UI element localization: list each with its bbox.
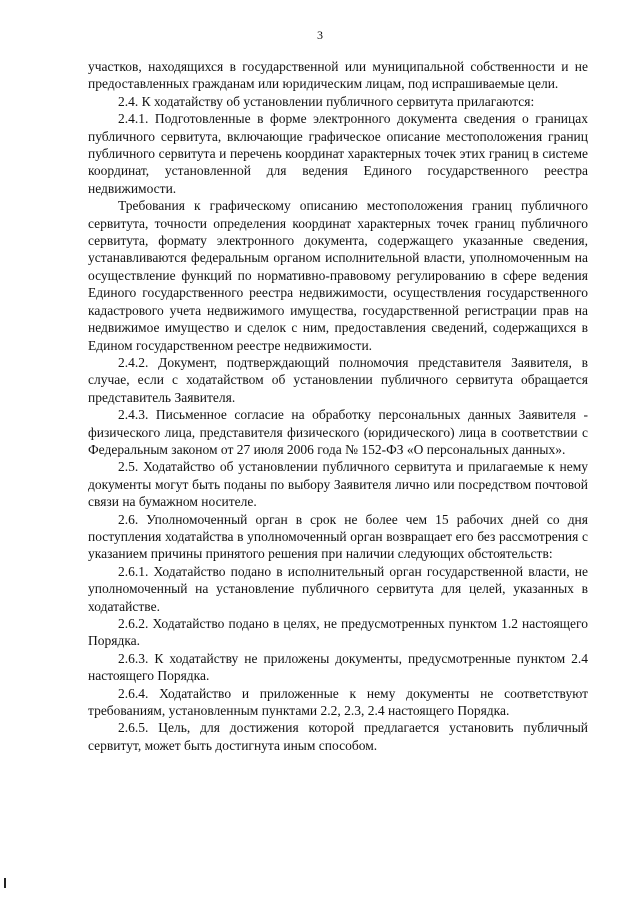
paragraph-2-6: 2.6. Уполномоченный орган в срок не более чем 15 рабочих дней со дня поступления ходатайства в уполномоченный орган возвращает его без рассмотрения с указанием причины принятого решения при наличии следующих обстоятельств: (88, 511, 588, 562)
paragraph-continuation: участков, находящихся в государственной или муниципальной собственности и не предоставленных гражданам или юридическим лицам, под испрашиваемые цели. (88, 59, 588, 92)
paragraph-requirements: Требования к графическому описанию местоположения границ публичного сервитута, точности определения координат характерных точек границ публичного сервитута, формату электронного документа, содержащего указанные сведения, устанавливаются федеральным органом исполнительной власти, уполномоченным на осуществление функций по нормативно-правовому регулированию в сфере ведения Единого государственного реестра недвижимости, осуществления государственного кадастрового учета недвижимого имущества, государственной регистрации прав на недвижимое имущество и сделок с ним, предоставления сведений, содержащихся в Едином государственном реестре недвижимости. (88, 198, 588, 353)
scan-artifact-mark (4, 878, 6, 888)
paragraph-2-6-3: 2.6.3. К ходатайству не приложены документы, предусмотренные пунктом 2.4 настоящего Порядка. (88, 650, 588, 684)
paragraph-2-4: 2.4. К ходатайству об установлении публичного сервитута прилагаются: (118, 93, 535, 109)
document-body (88, 58, 588, 754)
paragraph-2-6-2: 2.6.2. Ходатайство подано в целях, не предусмотренных пунктом 1.2 настоящего Порядка. (88, 616, 588, 649)
paragraph-2-4-2: 2.4.2. Документ, подтверждающий полномочия представителя Заявителя, в случае, если с ходатайством об установлении публичного сервитута обращается представитель Заявителя. (88, 354, 588, 405)
page-number: 3 (317, 28, 323, 42)
paragraph-2-4-1: 2.4.1. Подготовленные в форме электронного документа сведения о границах публичного сервитута, включающие графическое описание местоположения границ публичного сервитута и перечень координат характерных точек этих границ в системе координат, установленной для ведения Единого государственного реестра недвижимости. (88, 111, 588, 196)
paragraph-2-5: 2.5. Ходатайство об установлении публичного сервитута и прилагаемые к нему документы могут быть поданы по выбору Заявителя лично или посредством почтовой связи на бумажном носителе. (88, 459, 588, 510)
paragraph-2-4-3: 2.4.3. Письменное согласие на обработку персональных данных Заявителя - физического лица, представителя физического (юридического) лица в соответствии с Федеральным законом от 27 июля 2006 года № 152-ФЗ «О персональных данных». (88, 407, 588, 457)
paragraph-2-6-1: 2.6.1. Ходатайство подано в исполнительный орган государственной власти, не уполномоченный на установление публичного сервитута для целей, указанных в ходатайстве. (88, 563, 588, 614)
paragraph-2-6-4: 2.6.4. Ходатайство и приложенные к нему документы не соответствуют требованиям, установленным пунктами 2.2, 2.3, 2.4 настоящего Порядка. (88, 685, 588, 719)
paragraph-2-6-5: 2.6.5. Цель, для достижения которой предлагается установить публичный сервитут, может быть достигнута иным способом. (88, 720, 588, 753)
